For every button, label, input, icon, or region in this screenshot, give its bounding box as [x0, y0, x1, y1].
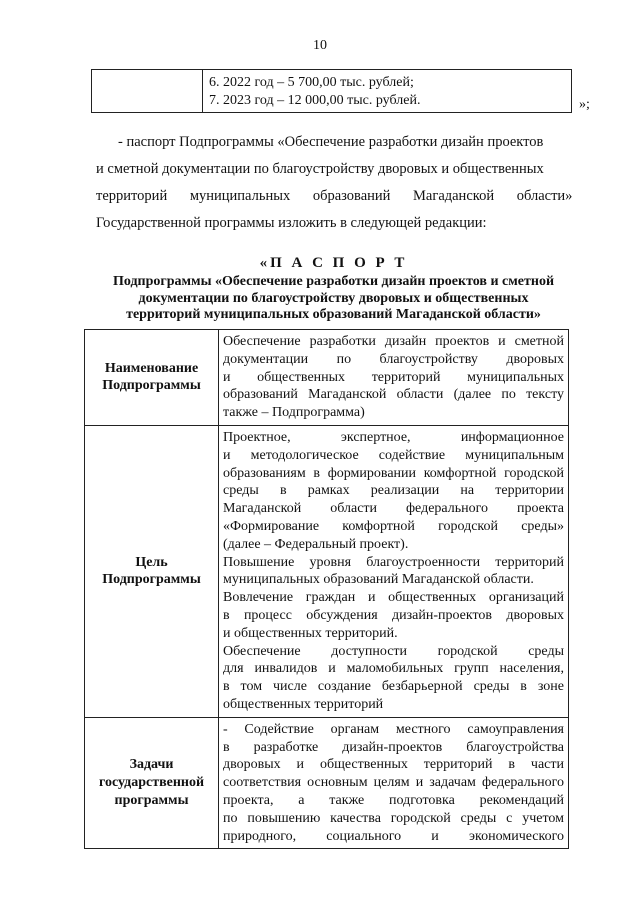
amendment-line-4: Государственной программы изложить в следующей редакции: — [96, 215, 487, 231]
amendment-line-1: - паспорт Подпрограммы «Обеспечение разработки дизайн проектов — [118, 134, 544, 150]
amendment-line-2: и сметной документации по благоустройству дворовых и общественных — [96, 161, 544, 177]
value-line: «Формирование комфортной городской среды» — [223, 518, 564, 534]
value-line: и общественных территорий муниципальных — [223, 369, 564, 385]
value-line: в том числе создание безбарьерной среды в зоне — [223, 679, 564, 695]
amendment-line-3: территорий муниципальных образований Магаданской области» — [96, 188, 573, 204]
passport-table — [84, 329, 569, 849]
amendment-paragraph — [96, 129, 577, 237]
value-line: общественных территорий — [223, 696, 384, 712]
value-line: дворовых и общественных территорий в части — [223, 757, 564, 773]
value-line: по повышению качества городской среды с учетом — [223, 810, 564, 826]
value-line: Магаданской области федерального проекта — [223, 501, 564, 517]
funding-table-fragment — [91, 69, 572, 113]
value-line: в разработке дизайн-проектов благоустройства — [223, 739, 564, 755]
row-value-goal — [219, 425, 569, 717]
funding-table-empty-cell — [92, 70, 203, 113]
value-line: среды в рамках реализации на территории — [223, 483, 564, 499]
value-line: Проектное, экспертное, информационное — [223, 429, 564, 445]
row-value-tasks — [219, 717, 569, 849]
value-line: - Содействие органам местного самоуправления — [223, 721, 564, 737]
value-line: для инвалидов и маломобильных групп населения, — [223, 661, 564, 677]
passport-row-goal — [85, 425, 569, 717]
value-line: муниципальных образований Магаданской области. — [223, 572, 534, 588]
value-line: Обеспечение разработки дизайн проектов и сметной — [223, 334, 564, 349]
value-line: соответствия основным целям и задачам федерального — [223, 775, 564, 791]
page-number: 10 — [313, 38, 327, 53]
value-line: Обеспечение доступности городской среды — [223, 643, 564, 659]
passport-row-tasks — [85, 717, 569, 849]
value-line: и общественных территорий. — [223, 625, 398, 641]
value-line: также – Подпрограмма) — [223, 405, 365, 421]
value-line: образованиям в формировании комфортной городской — [223, 465, 564, 481]
value-line: природного, социального и экономического — [223, 828, 564, 844]
passport-heading: «П А С П О Р Т — [259, 255, 408, 271]
closing-quote: »; — [579, 97, 590, 112]
passport-title-block — [91, 254, 576, 324]
passport-subtitle-line-1: Подпрограммы «Обеспечение разработки дизайн проектов и сметной — [112, 274, 555, 289]
value-line: Повышение уровня благоустроенности территорий — [223, 554, 564, 570]
value-line: (далее – Федеральный проект). — [223, 536, 409, 552]
funding-table-values-cell — [203, 70, 572, 113]
funding-line-2022: 6. 2022 год – 5 700,00 тыс. рублей; — [209, 75, 414, 90]
passport-subtitle-line-2: документации по благоустройству дворовых и общественных — [138, 290, 529, 306]
value-line: проекта, а также подготовка рекомендаций — [223, 792, 564, 808]
passport-subtitle-line-3: территорий муниципальных образований Магаданской области» — [126, 307, 541, 322]
value-line: образований Магаданской области (далее по тексту — [223, 387, 564, 403]
passport-row-name — [85, 330, 569, 426]
row-value-name — [219, 330, 569, 426]
value-line: Вовлечение граждан и общественных организаций — [223, 590, 564, 606]
value-line: документации по благоустройству дворовых — [223, 351, 564, 367]
row-label-name: Наименование Подпрограммы — [85, 330, 219, 426]
value-line: и методологическое содействие муниципальным — [223, 447, 564, 463]
funding-line-2023: 7. 2023 год – 12 000,00 тыс. рублей. — [209, 93, 421, 108]
row-label-tasks: Задачи государственной программы — [85, 717, 219, 849]
value-line: в процесс обсуждения дизайн-проектов дворовых — [223, 607, 564, 623]
row-label-goal: Цель Подпрограммы — [85, 425, 219, 717]
